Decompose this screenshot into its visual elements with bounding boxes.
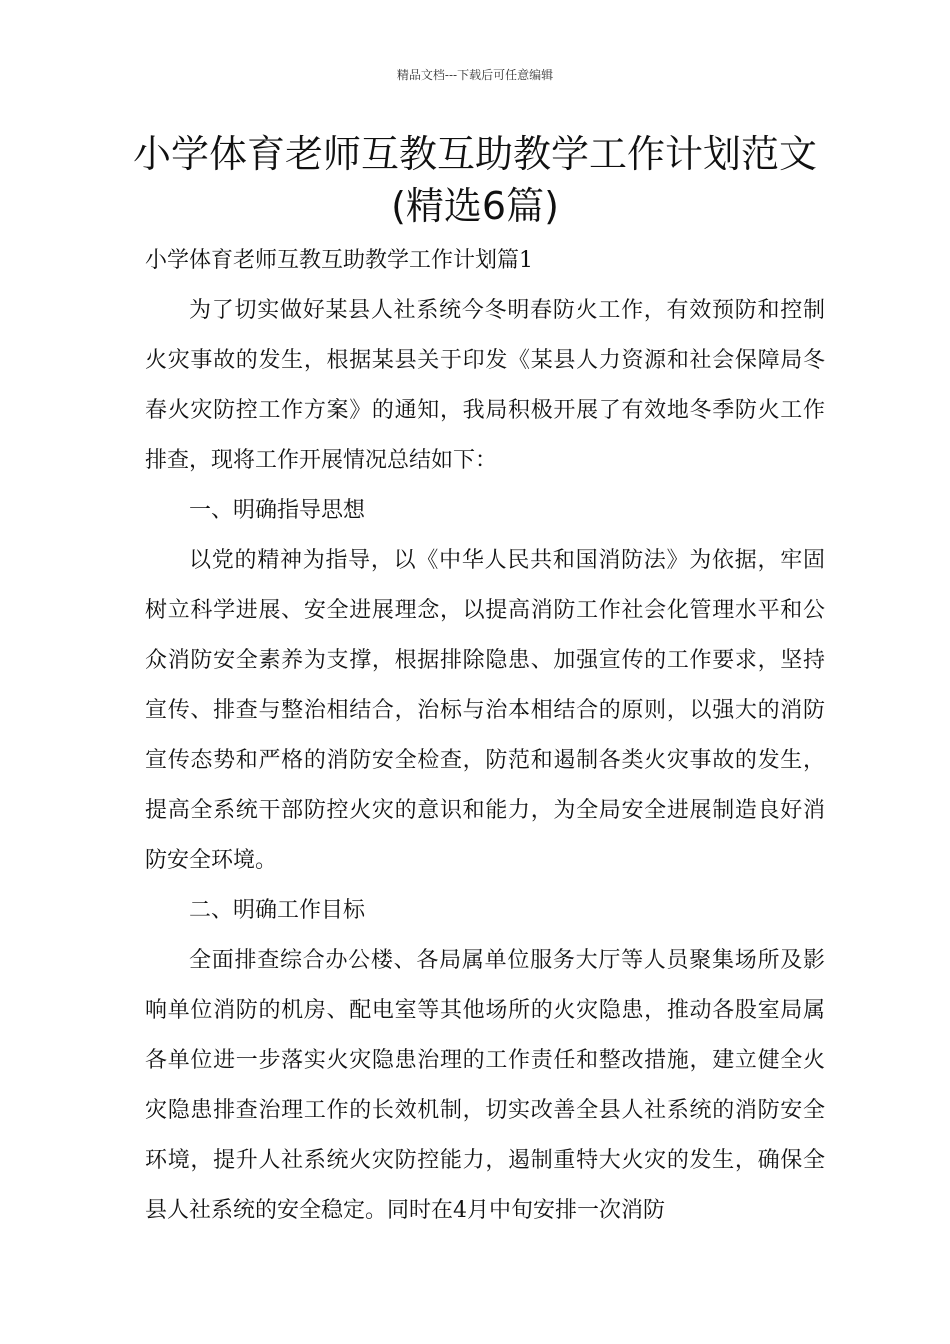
paragraph-intro: 为了切实做好某县人社系统今冬明春防火工作，有效预防和控制火灾事故的发生，根据某县关于印发《某县人力资源和社会保障局冬春火灾防控工作方案》的通知，我局积极开展了有效地冬季防火工作排查，现将工作开展情况总结如下： (145, 298, 825, 473)
paragraph-guiding-thought: 以党的精神为指导，以《中华人民共和国消防法》为依据，牢固树立科学进展、安全进展理念，以提高消防工作社会化管理水平和公众消防安全素养为支撑，根据排除隐患、加强宣传的工作要求，坚持宣传、排查与整治相结合，治标与治本相结合的原则，以强大的消防宣传态势和严格的消防安全检查，防范和遏制各类火灾事故的发生，提高全系统干部防控火灾的意识和能力，为全局安全进展制造良好消防安全环境。 (145, 548, 825, 873)
document-body (145, 236, 825, 1236)
document-title: 小学体育老师互教互助教学工作计划范文(精选6篇) (132, 132, 817, 228)
section-heading-2: 二、明确工作目标 (189, 898, 366, 923)
section-heading-1: 一、明确指导思想 (189, 498, 366, 523)
section-subtitle: 小学体育老师互教互助教学工作计划篇1 (145, 248, 533, 273)
header-note: 精品文档---下载后可任意编辑 (396, 68, 554, 82)
paragraph-work-goals: 全面排查综合办公楼、各局属单位服务大厅等人员聚集场所及影响单位消防的机房、配电室等其他场所的火灾隐患，推动各股室局属各单位进一步落实火灾隐患治理的工作责任和整改措施，建立健全火灾隐患排查治理工作的长效机制，切实改善全县人社系统的消防安全环境，提升人社系统火灾防控能力，遏制重特大火灾的发生，确保全县人社系统的安全稳定。同时在4月中旬安排一次消防 (145, 948, 825, 1223)
